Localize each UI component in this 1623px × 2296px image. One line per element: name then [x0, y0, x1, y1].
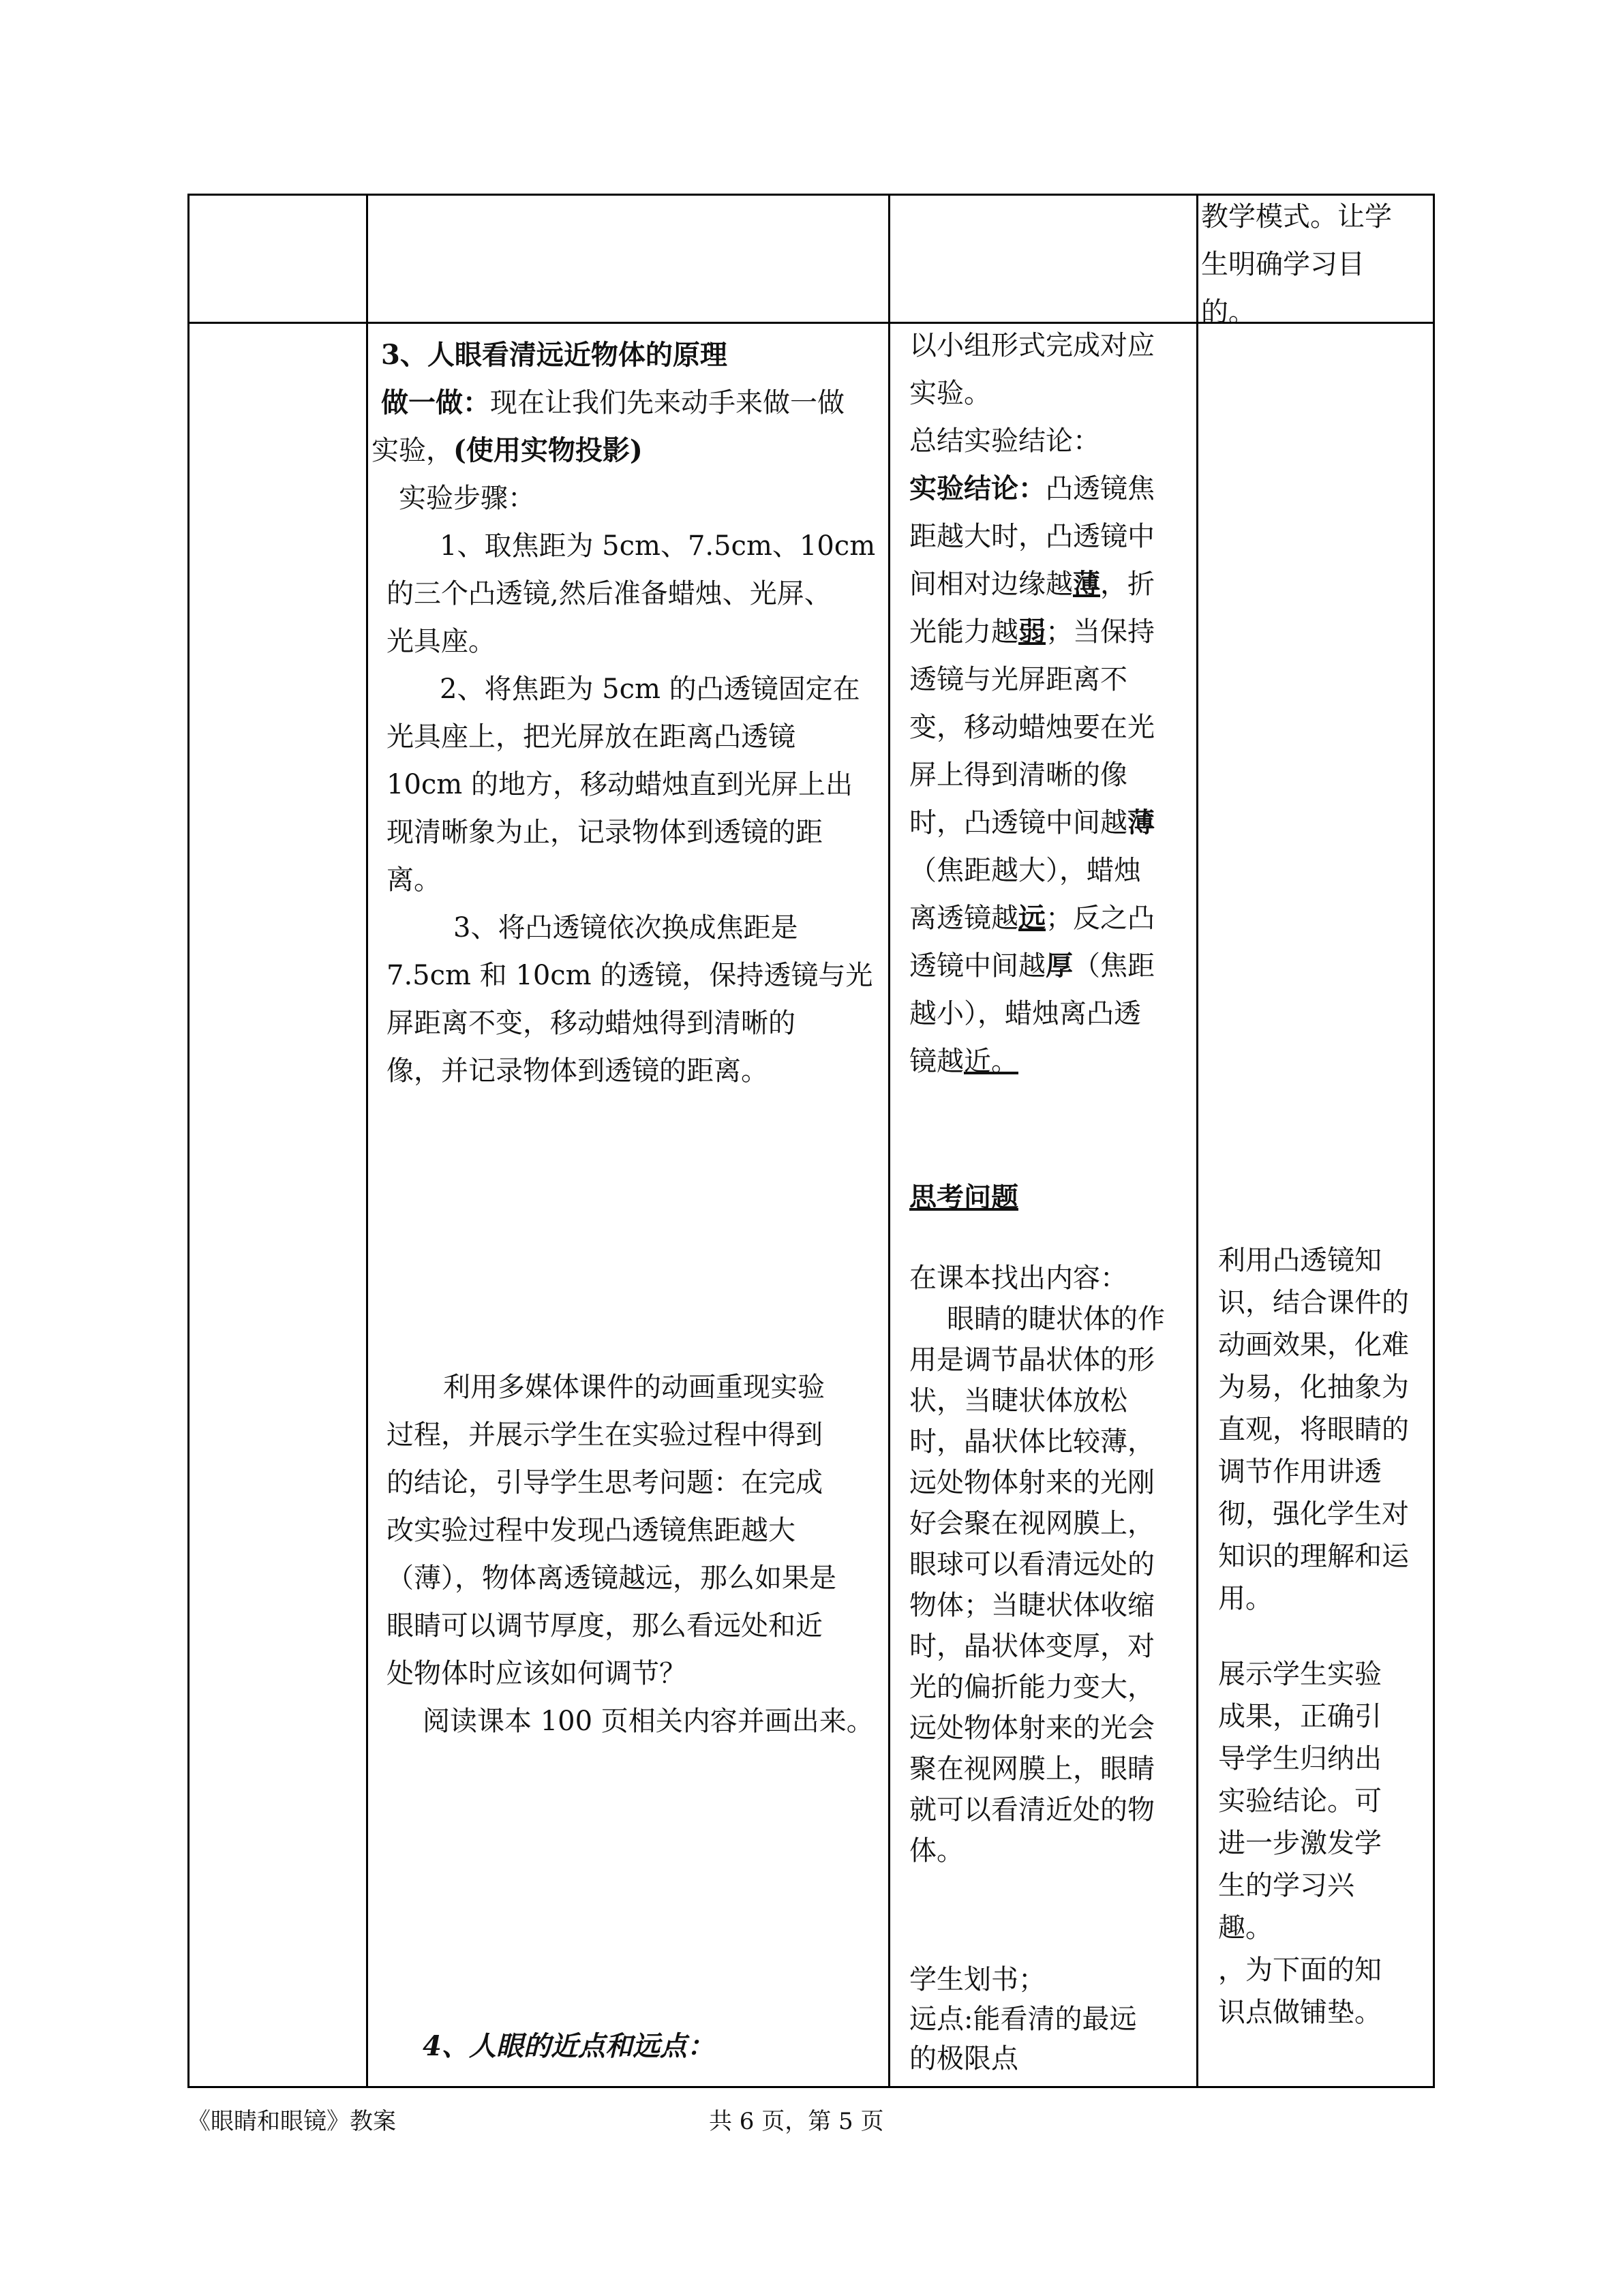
step-line: 的三个凸透镜,然后准备蜡烛、光屏、 [386, 578, 832, 609]
conclusion-line: 间相对边缘越薄，折 [909, 568, 1155, 600]
step-line: 10cm 的地方，移动蜡烛直到光屏上出 [386, 769, 853, 800]
intent-line: 用。 [1218, 1583, 1273, 1614]
multimedia-paragraph [371, 1363, 888, 1745]
student-activity-cell [909, 322, 1196, 1085]
intent-line: 趣。 [1218, 1912, 1273, 1944]
intent-line: 生的学习兴 [1218, 1870, 1354, 1901]
section-3-title: 3、人眼看清远近物体的原理 [381, 339, 727, 371]
step-line: 屏距离不变，移动蜡烛得到清晰的 [386, 1008, 795, 1039]
col3-top-notes [1201, 193, 1433, 336]
step-line: 像，并记录物体到透镜的距离。 [386, 1055, 768, 1087]
intent-line: ，为下面的知 [1218, 1954, 1382, 1986]
para-line: （薄），物体离透镜越远，那么如果是 [386, 1562, 836, 1594]
notes-line: 远点:能看清的最远 [909, 2004, 1137, 2035]
intent-line: 识点做铺垫。 [1218, 1997, 1382, 2028]
step-2 [371, 665, 888, 904]
table-col-divider-1 [366, 194, 368, 2088]
note-line: 的。 [1201, 297, 1256, 328]
para-line: 过程，并展示学生在实验过程中得到 [386, 1419, 823, 1451]
step-line: 2、将焦距为 5cm 的凸透镜固定在 [440, 674, 860, 705]
summary-line: 总结实验结论： [909, 425, 1100, 457]
footer-page-number: 共 6 页，第 5 页 [709, 2108, 884, 2135]
footer-title: 《眼睛和眼镜》教案 [187, 2108, 396, 2135]
think-line: 就可以看清近处的物 [909, 1794, 1155, 1826]
conclusion-line: 越小），蜡烛离凸透 [909, 998, 1141, 1029]
think-line: 远处物体射来的光刚 [909, 1467, 1155, 1498]
table-left-border [187, 194, 189, 2088]
think-line: 眼球可以看清远处的 [909, 1549, 1155, 1580]
conclusion-line: （焦距越大），蜡烛 [909, 855, 1141, 886]
conclusion-line: 实验结论：凸透镜焦 [909, 472, 1155, 504]
think-line: 时，晶状体比较薄， [909, 1426, 1155, 1457]
table-col-divider-3 [1196, 194, 1198, 2088]
step-line: 离。 [386, 864, 441, 896]
teacher-activity-cell [371, 331, 888, 1095]
step-line: 1、取焦距为 5cm、7.5cm、10cm [440, 530, 876, 562]
conclusion-line: 距越大时，凸透镜中 [909, 521, 1155, 552]
think-line: 远处物体射来的光会 [909, 1712, 1155, 1744]
group-line: 以小组形式完成对应 [909, 330, 1155, 361]
steps-title: 实验步骤： [399, 483, 535, 514]
conclusion-line: 屏上得到清晰的像 [909, 759, 1127, 791]
conclusion-line: 时，凸透镜中间越薄 [909, 806, 1155, 839]
intent-line: 为易，化抽象为 [1218, 1372, 1409, 1403]
step-line: 3、将凸透镜依次换成焦距是 [453, 912, 798, 943]
think-line: 状，当睫状体放松 [909, 1385, 1127, 1417]
intent-line: 直观，将眼睛的 [1218, 1414, 1409, 1445]
think-line: 体。 [909, 1835, 964, 1867]
intent-line: 进一步激发学 [1218, 1828, 1382, 1859]
think-line: 时，晶状体变厚，对 [909, 1631, 1155, 1662]
para-line: 改实验过程中发现凸透镜焦距越大 [386, 1515, 795, 1546]
design-intent-1 [1218, 1239, 1433, 1620]
notes-line: 学生划书； [909, 1964, 1046, 1995]
group-line: 实验。 [909, 378, 991, 409]
think-line: 眼睛的睫状体的作 [947, 1303, 1165, 1335]
note-line: 教学模式。让学 [1201, 201, 1392, 232]
think-line: 光的偏折能力变大， [909, 1672, 1155, 1703]
step-1 [371, 522, 888, 665]
intent-line: 成果，正确引 [1218, 1701, 1382, 1732]
student-notes [909, 1960, 1196, 2079]
conclusion-line: 镜越近。 [909, 1046, 1018, 1077]
step-line: 光具座。 [386, 626, 496, 657]
think-line: 好会聚在视网膜上， [909, 1508, 1155, 1539]
step-line: 现清晰象为止，记录物体到透镜的距 [386, 817, 823, 848]
intent-line: 实验结论。可 [1218, 1785, 1382, 1817]
step-line: 7.5cm 和 10cm 的透镜，保持透镜与光 [386, 960, 873, 991]
para-line: 利用多媒体课件的动画重现实验 [443, 1372, 825, 1403]
intent-line: 利用凸透镜知 [1218, 1245, 1382, 1276]
doit-line: 做一做：现在让我们先来动手来做一做 [381, 387, 845, 419]
design-intent-2 [1218, 1653, 1433, 2034]
intent-line: 动画效果，化难 [1218, 1329, 1409, 1361]
step-3 [371, 904, 888, 1095]
think-line: 聚在视网膜上，眼睛 [909, 1753, 1155, 1785]
think-content [909, 1258, 1196, 1871]
para-line: 处物体时应该如何调节？ [386, 1658, 686, 1689]
intent-line: 展示学生实验 [1218, 1659, 1382, 1690]
para-line: 眼睛可以调节厚度，那么看远处和近 [386, 1610, 823, 1642]
conclusion-line: 离透镜越远；反之凸 [909, 902, 1155, 934]
table-right-border [1433, 194, 1435, 2088]
think-line: 物体；当睫状体收缩 [909, 1590, 1155, 1621]
reading-line: 阅读课本 100 页相关内容并画出来。 [423, 1706, 874, 1737]
section-4-title: 4、人眼的近点和远点： [423, 2030, 714, 2062]
doit-line-2: 实验，(使用实物投影) [371, 434, 643, 466]
intent-line: 识，结合课件的 [1218, 1287, 1409, 1318]
intent-line: 导学生归纳出 [1218, 1743, 1382, 1774]
think-intro: 在课本找出内容： [909, 1263, 1127, 1294]
intent-line: 彻，强化学生对 [1218, 1498, 1409, 1530]
para-line: 的结论，引导学生思考问题：在完成 [386, 1467, 823, 1498]
think-title: 思考问题 [909, 1181, 1018, 1213]
think-line: 用是调节晶状体的形 [909, 1344, 1155, 1376]
intent-line: 调节作用讲透 [1218, 1456, 1382, 1487]
conclusion-line: 光能力越弱；当保持 [909, 616, 1155, 648]
conclusion-line: 透镜中间越厚（焦距 [909, 950, 1155, 982]
note-line: 生明确学习目 [1201, 249, 1365, 280]
notes-line: 的极限点 [909, 2043, 1018, 2074]
intent-line: 知识的理解和运 [1218, 1541, 1409, 1572]
table-col-divider-2 [888, 194, 890, 2088]
conclusion-line: 变，移动蜡烛要在光 [909, 712, 1155, 743]
conclusion-line: 透镜与光屏距离不 [909, 664, 1127, 695]
step-line: 光具座上，把光屏放在距离凸透镜 [386, 721, 795, 753]
table-bottom-border [187, 2086, 1435, 2088]
